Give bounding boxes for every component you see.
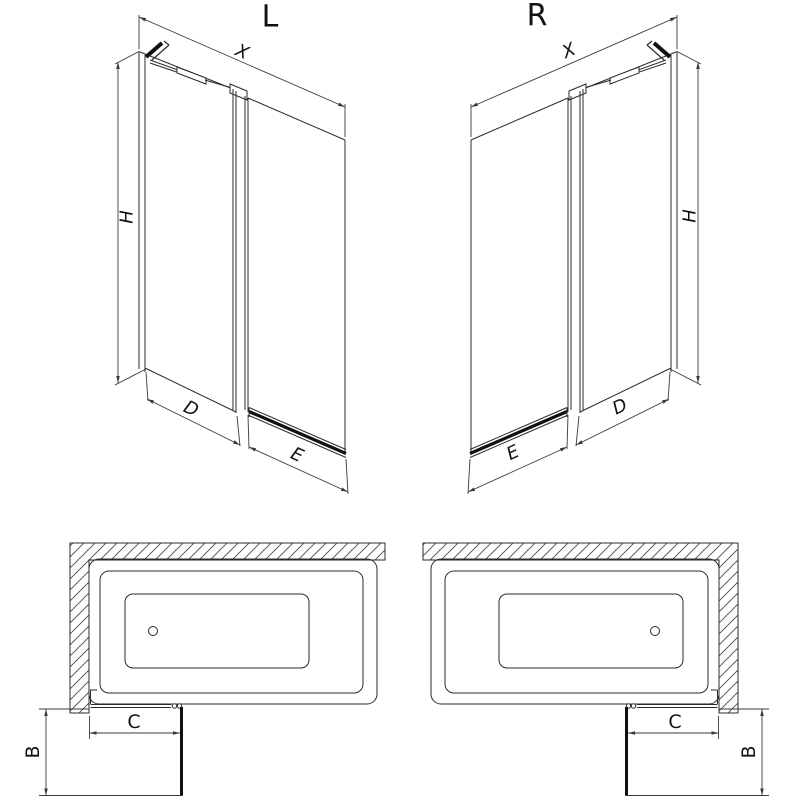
dim-label-door-panel-left: E — [287, 443, 307, 467]
drawing-line — [654, 43, 670, 57]
drawing-line — [470, 412, 567, 454]
dimension-arrow — [44, 789, 48, 796]
drawing-shape — [91, 690, 98, 704]
dimension-arrow — [116, 376, 120, 383]
dim-label-width-right: X — [559, 38, 579, 64]
dim-label-door-swing-plan-right: B — [738, 745, 760, 759]
drawing-line — [471, 98, 568, 140]
dimension-arrow — [341, 487, 348, 492]
dim-label-height-right: H — [679, 209, 701, 223]
dimension-arrow — [670, 17, 677, 21]
dimension-arrow — [468, 487, 475, 492]
dim-label-door-width-plan-left: C — [127, 711, 141, 733]
dimension-arrow — [560, 447, 567, 452]
dim-label-width-left: X — [232, 39, 252, 65]
dim-label-height-left: H — [116, 210, 138, 224]
elevation-right-drawing — [468, 15, 701, 494]
drawing-line — [576, 416, 579, 446]
variant-label-right: R — [526, 0, 548, 34]
plan-left-drawing — [39, 543, 385, 796]
drawing-line — [670, 369, 701, 385]
dim-label-door-swing-plan-left: B — [22, 745, 44, 759]
dimension-arrow — [338, 103, 345, 107]
tub-outline — [445, 571, 708, 693]
elevation-left-drawing — [115, 15, 348, 494]
drawing-line — [115, 369, 146, 385]
drawing-line — [146, 372, 148, 401]
dimension-arrow — [696, 376, 700, 383]
drawing-shape — [711, 690, 718, 704]
tub-outline — [431, 559, 719, 704]
dimension-arrow — [44, 709, 48, 716]
dimension-arrow — [760, 789, 764, 796]
drawing-line — [584, 80, 611, 88]
drawing-line — [115, 51, 140, 64]
dimension-arrow — [628, 731, 635, 735]
circle-detail — [172, 704, 176, 708]
dim-label-door-panel-right: E — [503, 441, 523, 465]
dimension-arrow — [139, 17, 146, 21]
circle-detail — [149, 627, 158, 636]
drawing-line — [248, 415, 249, 449]
circle-detail — [651, 627, 660, 636]
dimension-arrow — [662, 399, 669, 404]
drawing-line — [470, 416, 567, 458]
tub-outline — [100, 571, 363, 693]
dimension-arrow — [712, 731, 719, 735]
drawing-line — [346, 459, 348, 494]
drawing-line — [668, 372, 670, 401]
tub-outline — [125, 594, 309, 668]
dim-label-door-width-plan-right: C — [668, 711, 682, 733]
dimension-arrow — [173, 731, 180, 735]
dimension-arrow — [471, 103, 478, 107]
drawing-line — [567, 415, 568, 449]
dim-label-fixed-panel-left: D — [180, 396, 202, 422]
wall-hatched — [70, 543, 385, 713]
dim-label-fixed-panel-right: D — [609, 394, 631, 420]
dimension-arrow — [147, 399, 154, 404]
dimension-arrow — [90, 731, 97, 735]
drawing-line — [146, 43, 162, 57]
drawing-line — [248, 98, 345, 140]
dimension-arrow — [233, 440, 240, 445]
plan-right-drawing — [423, 543, 769, 796]
dimension-arrow — [760, 709, 764, 716]
drawing-line — [468, 459, 470, 494]
dimension-arrow — [249, 447, 256, 452]
drawing-shape — [610, 67, 639, 84]
drawing-shape — [177, 67, 206, 84]
drawing-line — [676, 51, 701, 64]
drawing-line — [237, 416, 240, 446]
wall-hatched — [423, 543, 738, 713]
tub-outline — [499, 594, 683, 668]
drawing-line — [205, 80, 232, 88]
drawing-line — [164, 41, 169, 45]
tub-outline — [89, 559, 377, 704]
variant-label-left: L — [261, 0, 279, 35]
drawing-line — [470, 408, 567, 450]
dimension-arrow — [576, 440, 583, 445]
drawing-line — [647, 41, 652, 45]
circle-detail — [631, 704, 635, 708]
